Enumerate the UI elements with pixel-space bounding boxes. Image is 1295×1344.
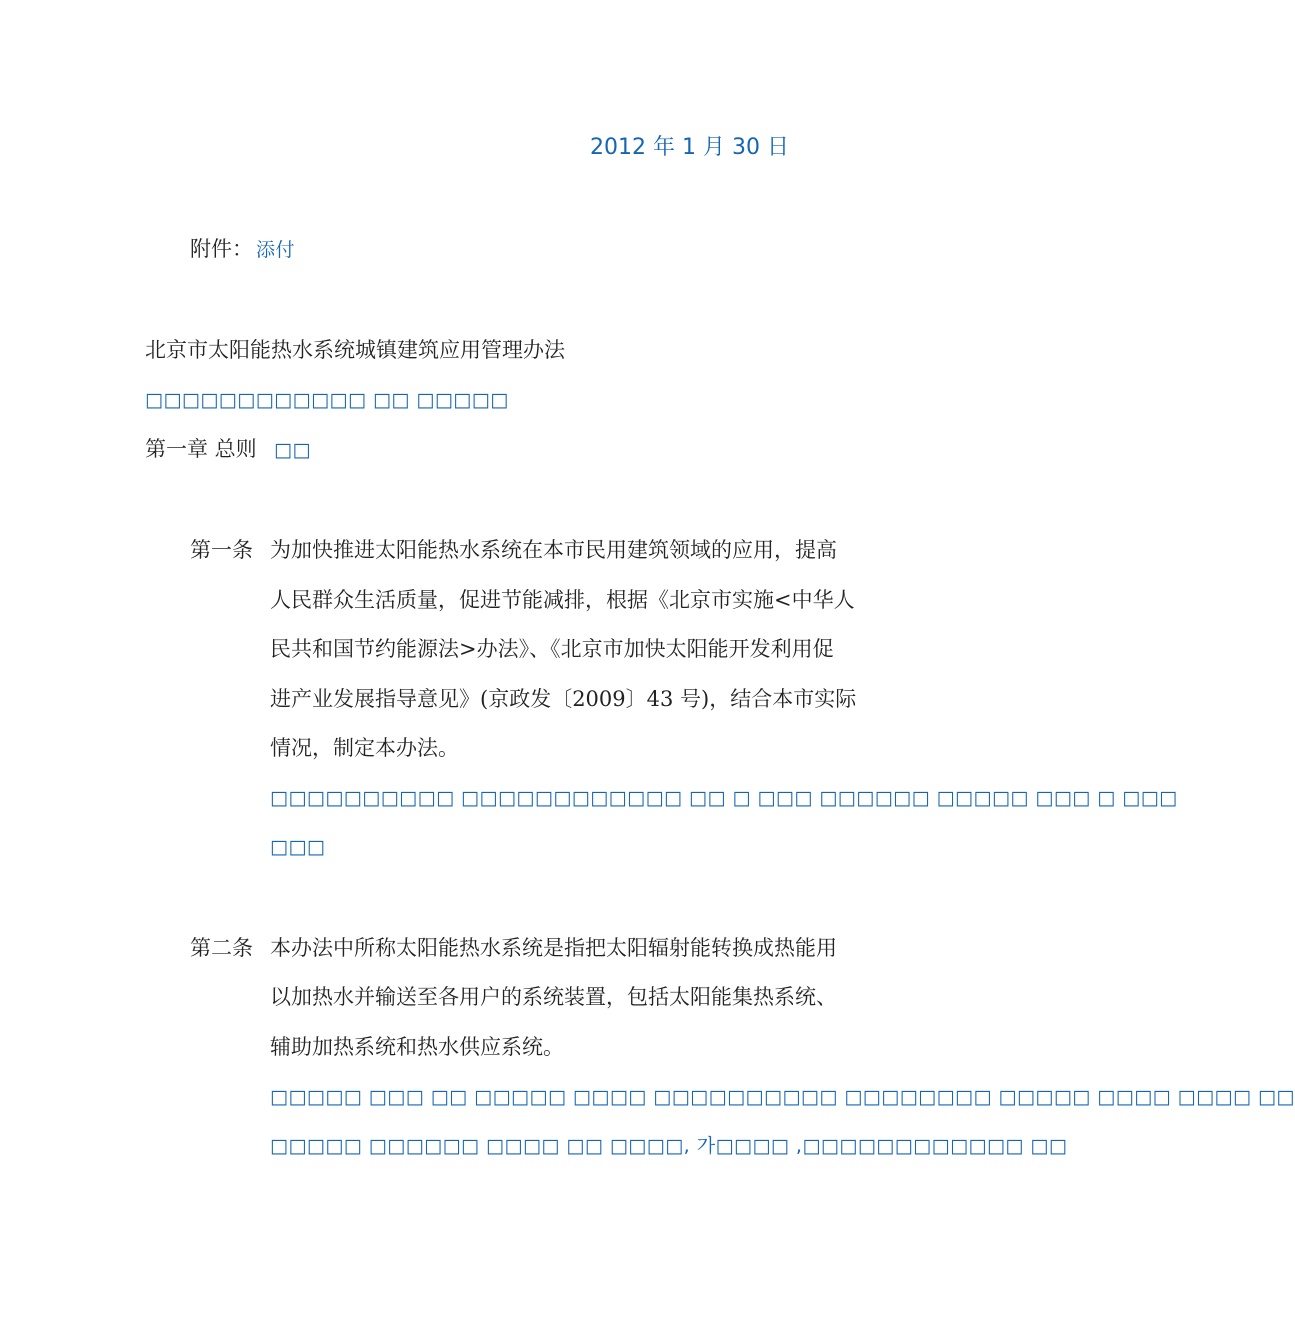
attachment-label: 附件： (190, 237, 253, 261)
article-2-translation-line: □□□□□ □□□ □□ □□□□□ □□□□ □□□□□□□□□□ □□□□□□□□ □□□□□ □□□□ □□□□ □□ (270, 1086, 1295, 1108)
article-1-translation-line: □□□ (270, 836, 326, 858)
article-1-line: 人民群众生活质量，促进节能减排，根据《北京市实施<中华人 (270, 588, 855, 612)
article-1-line: 民共和国节约能源法>办法》、《北京市加快太阳能开发利用促 (270, 637, 834, 661)
article-1-line: 情况，制定本办法。 (270, 736, 459, 760)
chapter-heading: 第一章 总则 (145, 437, 257, 461)
article-1-translation-line: □□□□□□□□□□ □□□□□□□□□□□□ □□ □ □□□ □□□□□□ □□□□□ □□□ □ □□□ (270, 787, 1178, 809)
article-2-line: 以加热水并输送至各用户的系统装置，包括太阳能集热系统、 (270, 985, 837, 1009)
chapter-heading-translation: □□ (274, 439, 311, 461)
document-title: 北京市太阳能热水系统城镇建筑应用管理办法 (145, 338, 565, 362)
article-1-line: 为加快推进太阳能热水系统在本市民用建筑领域的应用，提高 (270, 538, 837, 562)
attachment-translation: 添付 (256, 239, 296, 261)
article-1-label: 第一条 (190, 538, 253, 562)
document-title-translation: □□□□□□□□□□□□ □□ □□□□□ (145, 389, 509, 411)
article-2-label: 第二条 (190, 936, 253, 960)
article-1-line: 进产业发展指导意见》(京政发〔2009〕43 号)，结合本市实际 (270, 687, 857, 711)
article-2-translation-line: □□□□□ □□□□□□ □□□□ □□ □□□□, 가□□□□ ,□□□□□□□□□□□□ □□ (270, 1135, 1068, 1157)
article-2-line: 辅助加热系统和热水供应系统。 (270, 1035, 564, 1059)
document-date: 2012 年 1 月 30 日 (590, 135, 789, 160)
article-2-line: 本办法中所称太阳能热水系统是指把太阳辐射能转换成热能用 (270, 936, 837, 960)
